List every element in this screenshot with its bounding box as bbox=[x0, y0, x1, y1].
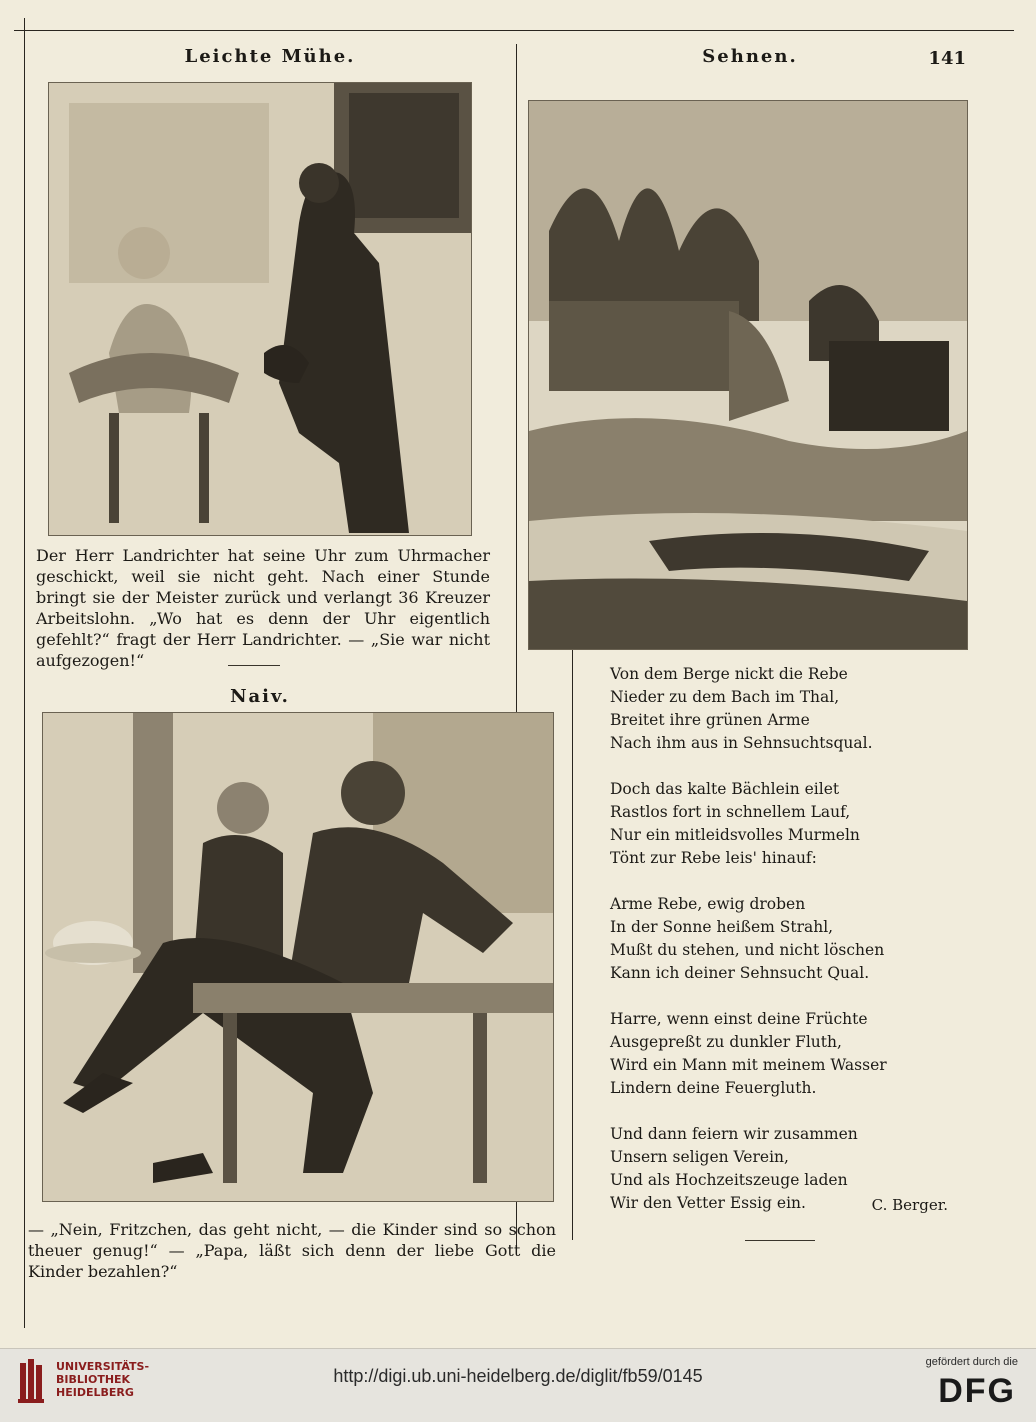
page-number: 141 bbox=[928, 48, 966, 69]
poem-line: Rastlos fort in schnellem Lauf, bbox=[610, 803, 851, 821]
poem-line: Nach ihm aus in Sehnsuchtsqual. bbox=[610, 734, 873, 752]
poem-line: Wir den Vetter Essig ein. bbox=[610, 1194, 806, 1212]
poem-line: Ausgepreßt zu dunkler Fluth, bbox=[610, 1033, 842, 1051]
poem-line: Und als Hochzeitszeuge laden bbox=[610, 1171, 848, 1189]
left-rule bbox=[24, 18, 25, 1328]
illustration-vineyard-stream bbox=[528, 100, 968, 650]
illustration-watchmaker bbox=[48, 82, 472, 536]
poem-line: Nieder zu dem Bach im Thal, bbox=[610, 688, 840, 706]
caption-watchmaker: Der Herr Landrichter hat seine Uhr zum Uhrmacher geschickt, weil sie nicht geht. Nach einer Stunde bringt sie der Meister zurück und verlangt 36 Kreuzer Arbeitslohn. „Wo hat es denn der Uhr eigentlich gefehlt?“ fragt der Herr Landrichter. — „Sie war nicht aufgezogen!“ bbox=[36, 546, 490, 670]
caption-father-son: — „Nein, Fritzchen, das geht nicht, — die Kinder sind so schon theuer genug!“ — „Papa, läßt sich denn der liebe Gott die Kinder bezahlen?“ bbox=[28, 1220, 556, 1281]
digital-library-url[interactable]: http://digi.ub.uni-heidelberg.de/diglit/fb59/0145 bbox=[333, 1366, 703, 1386]
poem-stanza bbox=[610, 663, 930, 755]
poem-line: Lindern deine Feuergluth. bbox=[610, 1079, 817, 1097]
poem-line: Und dann feiern wir zusammen bbox=[610, 1125, 858, 1143]
poem-stanza bbox=[610, 1008, 930, 1100]
poem-author: C. Berger. bbox=[871, 1196, 948, 1214]
poem-line: In der Sonne heißem Strahl, bbox=[610, 918, 834, 936]
title-naiv: Naiv. bbox=[230, 686, 290, 707]
illustration-father-son bbox=[42, 712, 554, 1202]
poem-line: Nur ein mitleidsvolles Murmeln bbox=[610, 826, 860, 844]
poem-line: Unsern seligen Verein, bbox=[610, 1148, 789, 1166]
poem-line: Arme Rebe, ewig droben bbox=[610, 895, 806, 913]
university-name-line1: UNIVERSITÄTS- bbox=[56, 1360, 150, 1373]
engraving-watchmaker-svg bbox=[49, 83, 471, 535]
poem-stanza bbox=[610, 893, 930, 985]
dfg-logo: DFG bbox=[938, 1372, 1016, 1410]
poem-line: Wird ein Mann mit meinem Wasser bbox=[610, 1056, 887, 1074]
poem-line: Von dem Berge nickt die Rebe bbox=[610, 665, 848, 683]
separator bbox=[745, 1240, 815, 1241]
poem-line: Kann ich deiner Sehnsucht Qual. bbox=[610, 964, 870, 982]
poem-line: Harre, wenn einst deine Früchte bbox=[610, 1010, 868, 1028]
top-rule bbox=[14, 30, 1014, 31]
poem-line: Tönt zur Rebe leis' hinauf: bbox=[610, 849, 817, 867]
engraving-vineyard-svg bbox=[529, 101, 967, 649]
poem-stanza bbox=[610, 778, 930, 870]
university-name-line3: HEIDELBERG bbox=[56, 1386, 134, 1399]
poem-line: Mußt du stehen, und nicht löschen bbox=[610, 941, 885, 959]
poem-line: Doch das kalte Bächlein eilet bbox=[610, 780, 840, 798]
title-sehnen: Sehnen. bbox=[702, 46, 798, 67]
university-name-line2: BIBLIOTHEK bbox=[56, 1373, 131, 1386]
engraving-father-son-svg bbox=[43, 713, 553, 1201]
funded-by-label: gefördert durch die bbox=[925, 1356, 1018, 1368]
poem-sehnen bbox=[610, 663, 930, 1238]
separator bbox=[228, 665, 280, 666]
poem-line: Breitet ihre grünen Arme bbox=[610, 711, 810, 729]
title-leichte-muehe: Leichte Mühe. bbox=[184, 46, 356, 67]
poem-divider bbox=[572, 640, 573, 1240]
